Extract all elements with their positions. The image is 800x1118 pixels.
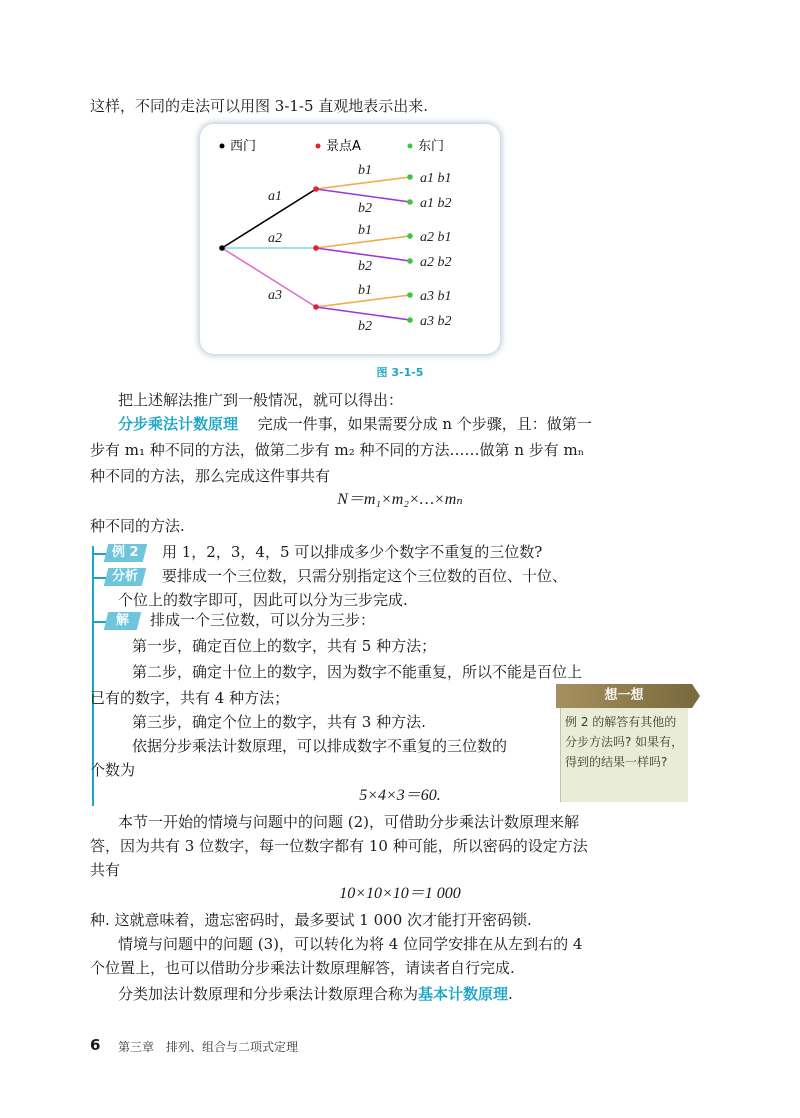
- leaf-3: a2 b1: [420, 230, 452, 245]
- para4-line1: 情境与问题中的问题 (3)，可以转化为将 4 位同学安排在从左到右的 4: [118, 935, 583, 953]
- node-east-4: [407, 258, 413, 264]
- node-east-5: [407, 292, 413, 298]
- figure-caption: 图 3-1-5: [376, 366, 424, 379]
- principle-line2: 步有 m₁ 种不同的方法，做第二步有 m₂ 种不同的方法……做第 n 步有 mₙ: [90, 441, 585, 459]
- para4-line2: 个位置上，也可以借助分步乘法计数原理解答，请读者自行完成.: [90, 959, 515, 977]
- legend-spot-a: 景点A: [326, 139, 361, 154]
- principle-line1: [118, 414, 592, 434]
- example-tag: 例 2: [104, 544, 147, 562]
- legend-west: 西门: [230, 139, 257, 154]
- principle-line4: 种不同的方法.: [90, 517, 185, 535]
- leaf-4: a2 b2: [420, 255, 452, 270]
- para2-line1: 本节一开始的情境与问题中的问题 (2)，可借助分步乘法计数原理来解: [118, 813, 580, 831]
- label-a1: a1: [268, 189, 282, 204]
- formula2: 10×10×10＝1 000: [339, 885, 461, 902]
- para2-line3: 共有: [90, 861, 121, 879]
- solution-tag: 解: [104, 612, 142, 630]
- principle-formula: N＝m₁×m₂×…×mₙ: [337, 491, 463, 508]
- para5-keyword: 基本计数原理: [418, 985, 509, 1003]
- label-a3: a3: [268, 288, 282, 303]
- think-title: 想一想: [556, 684, 692, 708]
- page-number: 6: [90, 1036, 101, 1054]
- legend-east: 东门: [418, 139, 445, 154]
- legend-dot-east: [408, 144, 413, 149]
- label-b2-3: b2: [358, 319, 372, 334]
- analysis-line2: 个位上的数字即可，因此可以分为三步完成.: [118, 591, 408, 609]
- solution-line1: 排成一个三位数，可以分为三步：: [150, 611, 376, 629]
- tag-connector-3: [92, 621, 106, 623]
- node-a-3: [313, 304, 319, 310]
- leaf-2: a1 b2: [420, 196, 452, 211]
- solution-result: 5×4×3＝60.: [359, 787, 441, 804]
- leaf-6: a3 b2: [420, 314, 452, 329]
- tree-diagram: [200, 124, 500, 354]
- node-east-1: [407, 174, 413, 180]
- para3: 种. 这就意味着，遗忘密码时，最多要试 1 000 次才能打开密码锁.: [90, 911, 532, 929]
- solution-line3: 第二步，确定十位上的数字，因为数字不能重复，所以不能是百位上: [132, 663, 583, 681]
- node-east-2: [407, 199, 413, 205]
- edge-b1-1: [316, 177, 410, 189]
- chapter-title: 第三章 排列、组合与二项式定理: [118, 1040, 299, 1054]
- node-east-3: [407, 233, 413, 239]
- leaf-1: a1 b1: [420, 171, 452, 186]
- para5-end: .: [508, 985, 513, 1003]
- label-a2: a2: [268, 231, 282, 246]
- analysis-line1: 要排成一个三位数，只需分别指定这个三位数的百位、十位、: [162, 567, 568, 585]
- solution-line2: 第一步，确定百位上的数字，共有 5 种方法；: [132, 637, 437, 655]
- example-question: 用 1，2，3，4，5 可以排成多少个数字不重复的三位数?: [162, 543, 543, 561]
- node-west: [219, 245, 225, 251]
- legend-dot-west: [220, 144, 225, 149]
- node-east-6: [407, 317, 413, 323]
- intro-line: 这样，不同的走法可以用图 3-1-5 直观地表示出来.: [90, 97, 429, 115]
- tag-connector-1: [92, 553, 106, 555]
- think-box: [556, 684, 692, 802]
- principle-line3: 种不同的方法，那么完成这件事共有: [90, 467, 331, 485]
- node-a-1: [313, 186, 319, 192]
- label-b2-1: b2: [358, 201, 372, 216]
- think-body: 例 2 的解答有其他的分步方法吗? 如果有，得到的结果一样吗?: [560, 708, 688, 802]
- para2-line2: 答，因为共有 3 位数字，每一位数字都有 10 种可能，所以密码的设定方法: [90, 837, 588, 855]
- solution-line4: 已有的数字，共有 4 种方法；: [90, 689, 290, 707]
- label-b2-2: b2: [358, 259, 372, 274]
- principle-text1: 完成一件事，如果需要分成 n 个步骤，且：做第一: [257, 415, 592, 433]
- legend-dot-a: [316, 144, 321, 149]
- para5-text: 分类加法计数原理和分步乘法计数原理合称为: [118, 985, 419, 1003]
- para5: [118, 984, 513, 1004]
- tree-svg: [200, 124, 500, 354]
- solution-line7: 个数为: [90, 761, 136, 779]
- label-b1-2: b1: [358, 223, 372, 238]
- label-b1-1: b1: [358, 163, 372, 178]
- solution-line5: 第三步，确定个位上的数字，共有 3 种方法.: [132, 713, 426, 731]
- tag-connector-2: [92, 577, 106, 579]
- solution-line6: 依据分步乘法计数原理，可以排成数字不重复的三位数的: [132, 737, 508, 755]
- principle-name: 分步乘法计数原理: [118, 415, 239, 433]
- analysis-tag: 分析: [104, 568, 147, 586]
- leaf-5: a3 b1: [420, 289, 452, 304]
- para1: 把上述解法推广到一般情况，就可以得出：: [118, 391, 404, 409]
- node-a-2: [313, 245, 319, 251]
- label-b1-3: b1: [358, 283, 372, 298]
